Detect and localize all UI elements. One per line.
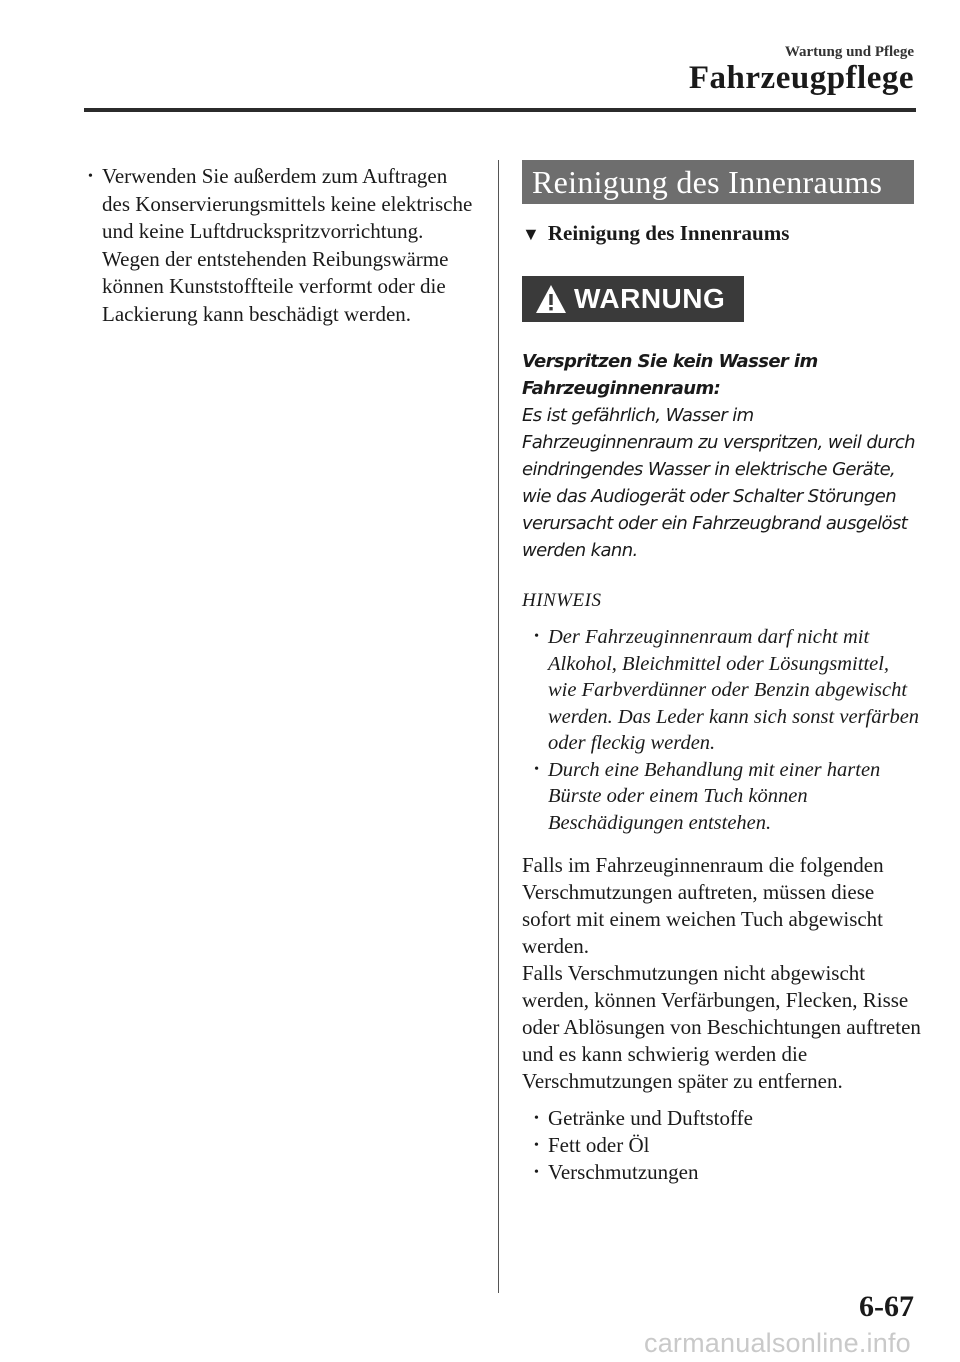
warning-body: Es ist gefährlich, Wasser im Fahrzeuginnenraum zu verspritzen, weil durch eindringendes Wasser in elektrische Geräte, wie das Audiogerät oder Schalter Störungen verursacht oder ein Fahrzeugbrand ausgelöst werden kann. — [522, 405, 915, 561]
list-item-text: Fett oder Öl — [548, 1133, 650, 1157]
warning-triangle-icon — [534, 283, 568, 315]
watermark-text: carmanualsonline.info — [644, 1328, 911, 1358]
subheading — [522, 218, 922, 248]
bullet-dot-icon: • — [534, 761, 539, 777]
list-item-text: Der Fahrzeuginnenraum darf nicht mit Alkohol, Bleichmittel oder Lösungsmittel, wie Farbverdünner oder Benzin abgewischt werden. Das Leder kann sich sonst verfärben oder fleckig werden. — [548, 626, 920, 754]
list-item — [528, 1159, 922, 1186]
header-chapter-title: Fahrzeugpflege — [688, 60, 914, 96]
list-item-text: Verschmutzungen — [548, 1160, 699, 1184]
list-item — [82, 163, 477, 328]
header-section-label: Wartung und Pflege — [784, 44, 914, 60]
subheading-text: Reinigung des Innenraums — [547, 221, 790, 245]
warning-text — [522, 348, 922, 564]
warning-badge — [522, 276, 744, 322]
list-item — [528, 624, 922, 757]
list-item — [528, 1132, 922, 1159]
stain-list — [522, 1105, 922, 1186]
list-item — [528, 1105, 922, 1132]
bullet-dot-icon: • — [534, 1111, 539, 1126]
paragraph-2: Falls Verschmutzungen nicht abgewischt werden, können Verfärbungen, Flecken, Risse oder Ablösungen von Beschichtungen auftreten und es kann schwierig werden die Verschmutzungen später zu entfernen. — [522, 961, 921, 1093]
list-item-text: Verwenden Sie außerdem zum Auftragen des Konservierungsmittels keine elektrische und keine Luftdruckspritzvorrichtung. Wegen der entstehenden Reibungswärme können Kunststoffteile verformt oder die Lackierung kann beschädigt werden. — [102, 164, 473, 326]
list-item-text: Getränke und Duftstoffe — [548, 1106, 753, 1130]
body-paragraph — [522, 852, 922, 1095]
list-item — [528, 757, 922, 837]
bullet-dot-icon: • — [534, 629, 539, 644]
section-title: Reinigung des Innenraums — [522, 160, 914, 204]
header-rule — [84, 108, 916, 112]
bullet-dot-icon: • — [534, 1138, 539, 1153]
note-label: HINWEIS — [522, 590, 602, 611]
left-column — [82, 163, 477, 328]
page-number: 6-67 — [859, 1290, 914, 1323]
note-list — [522, 624, 922, 836]
column-divider — [498, 160, 499, 1293]
paragraph-1: Falls im Fahrzeuginnenraum die folgenden Verschmutzungen auftreten, müssen diese sofort mit einem weichen Tuch abgewischt werden. — [522, 853, 884, 958]
bullet-dot-icon: • — [88, 169, 93, 184]
bullet-dot-icon: • — [534, 1165, 539, 1180]
warning-label: WARNUNG — [574, 283, 726, 314]
list-item-text: Durch eine Behandlung mit einer harten Bürste oder einem Tuch können Beschädigungen entstehen. — [548, 758, 881, 834]
triangle-down-icon: ▼ — [522, 224, 540, 244]
right-column — [522, 160, 922, 1186]
warning-title: Verspritzen Sie kein Wasser im Fahrzeuginnenraum: — [522, 351, 818, 399]
